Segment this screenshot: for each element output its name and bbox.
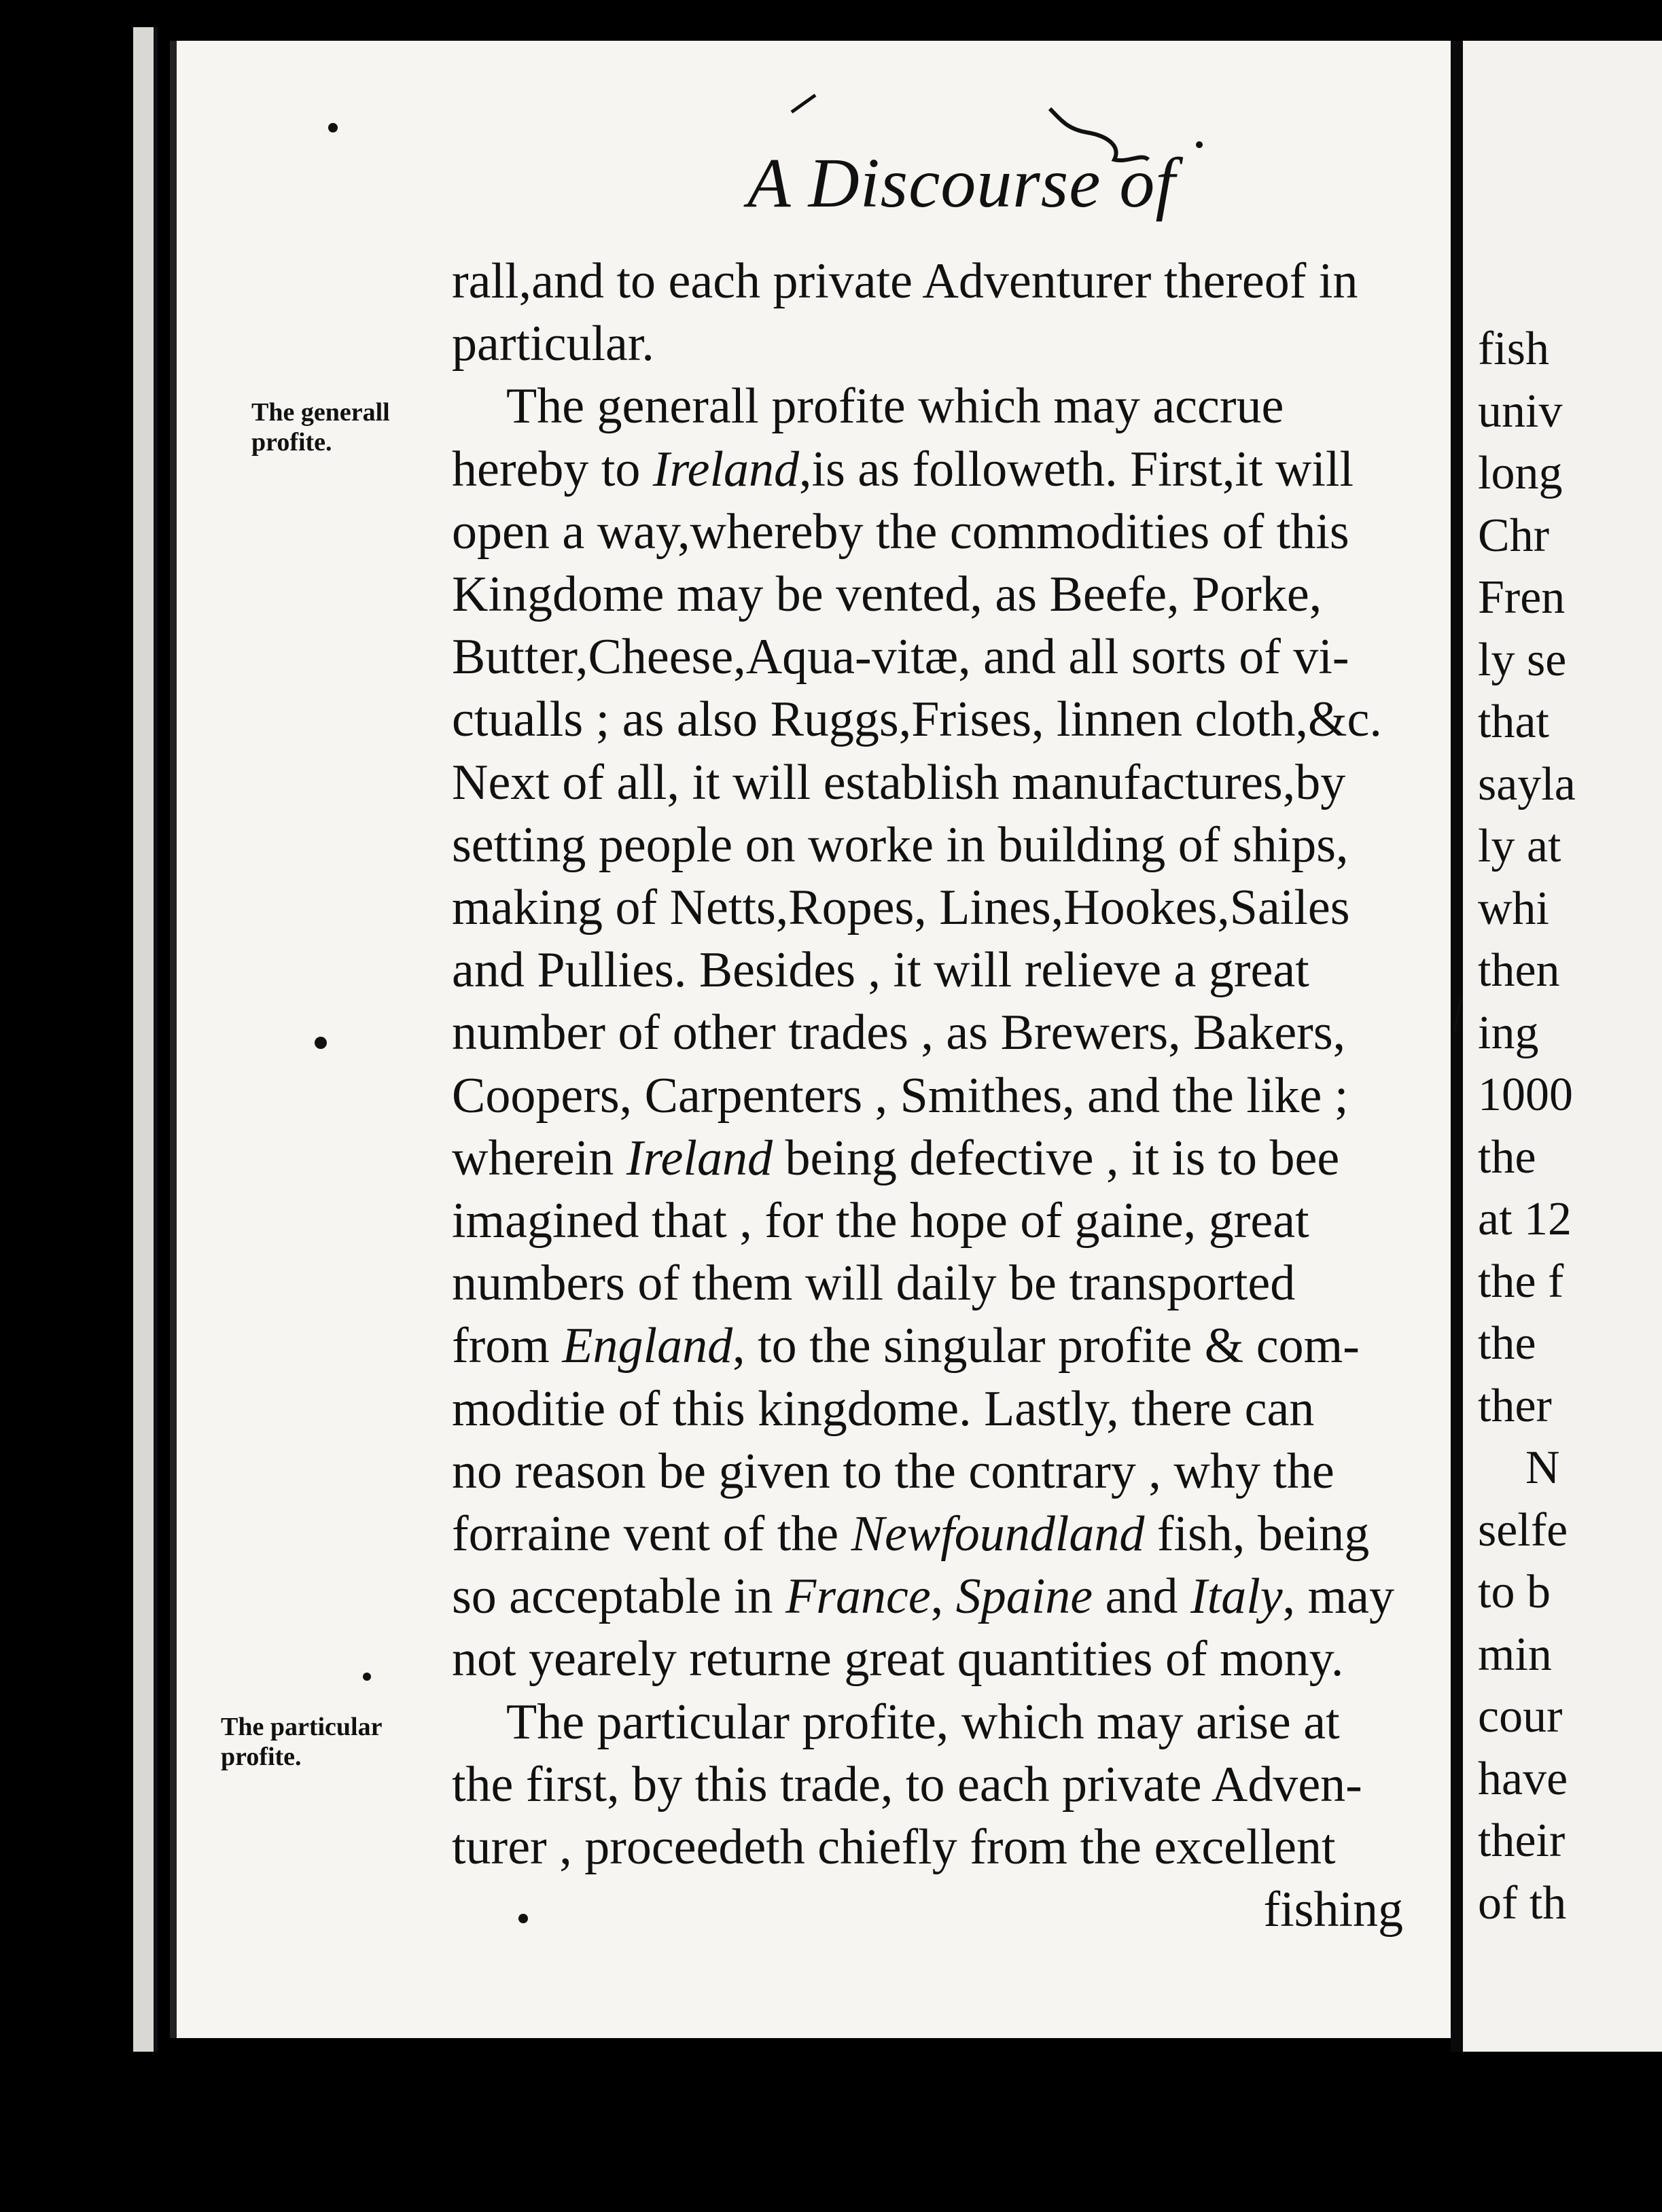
text-line: from England, to the singular profite & com- (452, 1318, 1360, 1374)
fragment: ing (1478, 1006, 1539, 1059)
text-line: particular. (452, 316, 654, 372)
fragment: fish (1478, 323, 1549, 375)
text-line: turer , proceedeth chiefly from the excellent (452, 1819, 1336, 1876)
fragment: that (1478, 696, 1549, 748)
text-line: setting people on worke in building of ships, (452, 817, 1349, 873)
place-name: Ireland (626, 1130, 773, 1186)
fragment: of th (1478, 1876, 1567, 1929)
fragment: the (1478, 1130, 1536, 1183)
margin-note-generall (251, 397, 390, 457)
place-name: Newfoundland (851, 1506, 1145, 1563)
text-line: Butter,Cheese,Aqua-vitæ, and all sorts of vi- (452, 629, 1349, 685)
adjacent-page-text (1478, 318, 1576, 1934)
text-line: so acceptable in France, Spaine and Italy, may (452, 1569, 1395, 1625)
fragment: ly se (1478, 633, 1567, 686)
fragment: 1000 (1478, 1069, 1573, 1121)
place-name: France (785, 1569, 931, 1625)
text-line: hereby to Ireland,is as followeth. First,it will (452, 441, 1354, 497)
text-line: number of other trades , as Brewers, Bakers, (452, 1005, 1346, 1061)
fragment: univ (1478, 385, 1563, 438)
text-line: Coopers, Carpenters , Smithes, and the like ; (452, 1067, 1349, 1124)
place-name: Italy (1190, 1569, 1283, 1625)
text-line: no reason be given to the contrary , why the (452, 1443, 1334, 1499)
text-line: The generall profite which may accrue (506, 378, 1284, 435)
fragment: cour (1478, 1690, 1563, 1743)
text-line: open a way,whereby the commodities of this (452, 503, 1349, 560)
text-line: and Pullies. Besides , it will relieve a great (452, 942, 1309, 999)
fragment: Chr (1478, 509, 1549, 562)
fragment: ther (1478, 1379, 1552, 1432)
text-line: not yearely returne great quantities of mony. (452, 1631, 1344, 1688)
text-line: moditie of this kingdome. Lastly, there can (452, 1380, 1315, 1437)
fragment: at 12 (1478, 1193, 1572, 1245)
margin-note-line: The generall (251, 398, 390, 427)
place-name: Ireland (652, 441, 800, 497)
fragment: ly at (1478, 820, 1561, 872)
text-line: imagined that , for the hope of gaine, great (452, 1193, 1309, 1249)
margin-note-line: The particular (221, 1713, 383, 1741)
margin-note-line: profite. (221, 1743, 302, 1771)
fragment: min (1478, 1628, 1552, 1681)
fragment: selfe (1478, 1503, 1568, 1556)
fragment: N (1525, 1442, 1560, 1494)
gutter (1451, 41, 1463, 2052)
text-line: The particular profite, which may arise at (506, 1694, 1340, 1750)
margin-note-particular (221, 1712, 382, 1772)
fragment: the (1478, 1317, 1536, 1370)
place-name: England (562, 1318, 733, 1374)
text-line: rall,and to each private Adventurer thereof in (452, 253, 1358, 309)
fragment: their (1478, 1815, 1566, 1867)
place-name: Spaine (955, 1569, 1093, 1625)
text-line: making of Netts,Ropes, Lines,Hookes,Sailes (452, 880, 1350, 936)
fragment: to b (1478, 1566, 1551, 1618)
fragment: long (1478, 447, 1563, 499)
fragment: the f (1478, 1255, 1564, 1308)
text-line: Next of all, it will establish manufactures,by (452, 754, 1346, 810)
fragment: whi (1478, 882, 1549, 935)
text-line: numbers of them will daily be transported (452, 1255, 1296, 1312)
text-line: Kingdome may be vented, as Beefe, Porke, (452, 567, 1322, 623)
text-line: the first, by this trade, to each private Adven- (452, 1756, 1362, 1813)
text-line: ctualls ; as also Ruggs,Frises, linnen cloth,&c. (452, 692, 1382, 748)
catchword: fishing (1263, 1882, 1403, 1938)
body-text (452, 250, 1403, 1941)
text-line: wherein Ireland being defective , it is to bee (452, 1130, 1340, 1186)
text-line: forraine vent of the Newfoundland fish, being (452, 1506, 1370, 1563)
margin-note-line: profite. (251, 428, 332, 457)
fragment: Fren (1478, 571, 1566, 624)
running-head: A Discourse of (747, 144, 1176, 222)
page-edge (133, 27, 158, 2052)
fragment: then (1478, 944, 1560, 997)
fragment: sayla (1478, 757, 1576, 810)
fragment: have (1478, 1752, 1568, 1805)
